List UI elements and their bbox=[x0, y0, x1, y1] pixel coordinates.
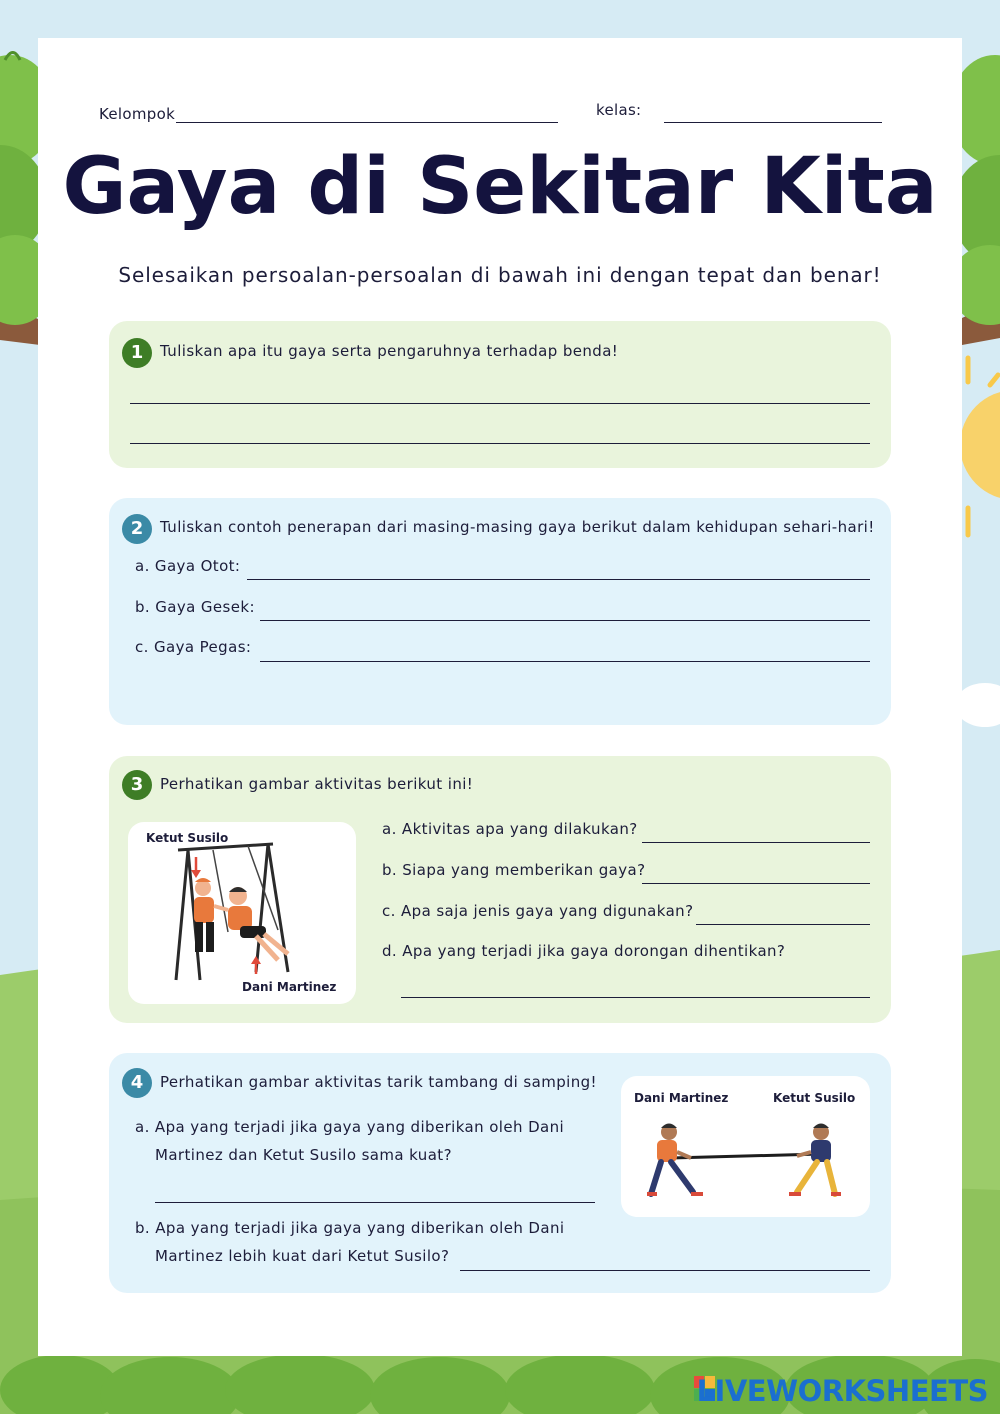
question-2-item-a: a. Gaya Otot: bbox=[135, 557, 241, 575]
question-3-answer-b[interactable] bbox=[642, 883, 870, 884]
question-3-item-c: c. Apa saja jenis gaya yang digunakan? bbox=[382, 902, 694, 920]
question-3-answer-a[interactable] bbox=[642, 842, 870, 843]
tug-of-war-illustration bbox=[621, 1076, 870, 1217]
group-input-line[interactable] bbox=[176, 122, 558, 123]
swing-label-dani: Dani Martinez bbox=[242, 980, 337, 994]
question-1-number: 1 bbox=[122, 338, 152, 368]
question-3-answer-d[interactable] bbox=[401, 997, 870, 998]
question-4-answer-b[interactable] bbox=[460, 1270, 870, 1271]
question-3-text: Perhatikan gambar aktivitas berikut ini! bbox=[160, 775, 474, 793]
swing-drawing bbox=[128, 822, 356, 1004]
page-title: Gaya di Sekitar Kita bbox=[62, 142, 938, 232]
swing-label-ketut: Ketut Susilo bbox=[146, 831, 229, 845]
question-1-answer-line-1[interactable] bbox=[130, 403, 870, 404]
question-4-item-a-line-2: Martinez dan Ketut Susilo sama kuat? bbox=[155, 1146, 452, 1164]
question-2-answer-c[interactable] bbox=[260, 661, 870, 662]
instruction-text: Selesaikan persoalan-persoalan di bawah ini dengan tepat dan benar! bbox=[118, 263, 882, 287]
question-4-item-b-line-2: Martinez lebih kuat dari Ketut Susilo? bbox=[155, 1247, 450, 1265]
question-4-number: 4 bbox=[122, 1068, 152, 1098]
question-3-item-b: b. Siapa yang memberikan gaya? bbox=[382, 861, 646, 879]
question-2-answer-a[interactable] bbox=[247, 579, 870, 580]
question-4-item-b-line-1: b. Apa yang terjadi jika gaya yang diberikan oleh Dani bbox=[135, 1219, 565, 1237]
question-4-item-a-line-1: a. Apa yang terjadi jika gaya yang diberikan oleh Dani bbox=[135, 1118, 565, 1136]
question-3-item-a: a. Aktivitas apa yang dilakukan? bbox=[382, 820, 638, 838]
tug-of-war-drawing bbox=[621, 1076, 870, 1217]
liveworksheets-brand: LIVEWORKSHEETS bbox=[696, 1374, 988, 1408]
question-3-number: 3 bbox=[122, 770, 152, 800]
tug-label-dani: Dani Martinez bbox=[634, 1091, 729, 1105]
question-3-item-d: d. Apa yang terjadi jika gaya dorongan dihentikan? bbox=[382, 942, 786, 960]
question-4-answer-a[interactable] bbox=[155, 1202, 595, 1203]
class-input-line[interactable] bbox=[664, 122, 882, 123]
question-1-answer-line-2[interactable] bbox=[130, 443, 870, 444]
question-2-text: Tuliskan contoh penerapan dari masing-masing gaya berikut dalam kehidupan sehari-hari! bbox=[160, 518, 875, 536]
tug-label-ketut: Ketut Susilo bbox=[773, 1091, 856, 1105]
question-2-item-b: b. Gaya Gesek: bbox=[135, 598, 255, 616]
question-3-answer-c[interactable] bbox=[696, 924, 870, 925]
group-label: Kelompok bbox=[99, 105, 176, 123]
question-2-number: 2 bbox=[122, 514, 152, 544]
question-2-item-c: c. Gaya Pegas: bbox=[135, 638, 252, 656]
swing-illustration bbox=[128, 822, 356, 1004]
question-1-text: Tuliskan apa itu gaya serta pengaruhnya terhadap benda! bbox=[160, 342, 619, 360]
class-label: kelas: bbox=[596, 101, 642, 119]
question-4-text: Perhatikan gambar aktivitas tarik tambang di samping! bbox=[160, 1073, 597, 1091]
question-2-answer-b[interactable] bbox=[260, 620, 870, 621]
